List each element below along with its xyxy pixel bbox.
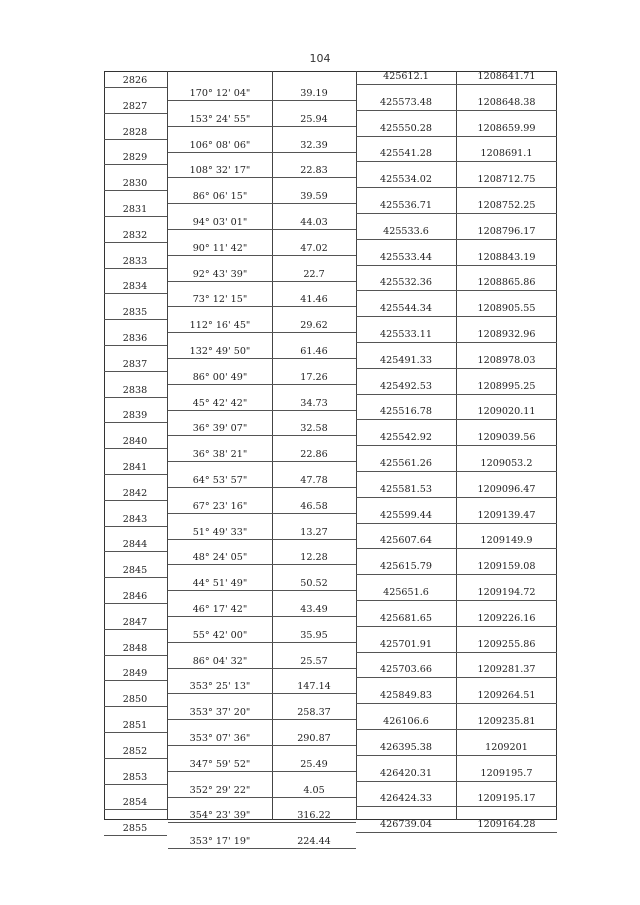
row-divider xyxy=(168,616,356,617)
row-divider xyxy=(168,177,356,178)
y-coordinate: 1209194.72 xyxy=(477,587,536,598)
segment-length: 39.19 xyxy=(300,88,328,99)
row-divider xyxy=(104,371,167,372)
point-number: 2849 xyxy=(122,668,148,680)
segment-length: 34.73 xyxy=(300,397,328,409)
x-coordinate: 426420.31 xyxy=(380,767,432,779)
point-number: 2846 xyxy=(122,591,148,602)
row-divider xyxy=(356,368,557,369)
point-number: 2835 xyxy=(122,307,148,319)
x-coordinate: 425550.28 xyxy=(380,122,432,134)
point-number: 2840 xyxy=(122,436,148,448)
row-divider xyxy=(104,474,167,475)
x-coordinate: 426106.6 xyxy=(383,716,429,727)
point-number: 2826 xyxy=(122,75,148,86)
direction-angle: 90° 11' 42" xyxy=(192,242,248,254)
row-divider xyxy=(168,745,356,746)
y-coordinate: 1209201 xyxy=(485,741,528,753)
direction-angle: 46° 17' 42" xyxy=(192,604,248,615)
point-number: 2838 xyxy=(122,384,148,396)
x-coordinate: 425542.92 xyxy=(380,432,432,444)
row-divider xyxy=(356,239,557,240)
row-divider xyxy=(356,265,557,266)
direction-angle: 86° 06' 15" xyxy=(192,191,248,203)
row-divider xyxy=(104,293,167,294)
point-number: 2830 xyxy=(122,178,148,190)
point-number: 2851 xyxy=(122,720,148,731)
row-divider xyxy=(104,706,167,707)
row-divider xyxy=(356,290,557,291)
x-coordinate: 425681.65 xyxy=(380,612,432,624)
direction-angle: 44° 51' 49" xyxy=(192,578,248,590)
y-coordinate: 1208865.86 xyxy=(477,277,536,289)
point-number: 2828 xyxy=(122,126,148,138)
segment-length: 4.05 xyxy=(303,784,325,796)
row-divider xyxy=(168,539,356,540)
direction-angle: 67° 23' 16" xyxy=(192,500,248,512)
direction-angle: 73° 12' 15" xyxy=(192,294,248,306)
row-divider xyxy=(356,574,557,575)
row-divider xyxy=(356,806,557,807)
row-divider xyxy=(356,832,557,833)
segment-length: 32.39 xyxy=(300,139,328,151)
x-coordinate: 425703.66 xyxy=(380,664,432,676)
row-divider xyxy=(168,255,356,256)
point-number: 2829 xyxy=(122,152,148,164)
y-coordinate: 1209281.37 xyxy=(477,664,536,676)
y-coordinate: 1208712.75 xyxy=(477,174,536,186)
x-coordinate: 426739.04 xyxy=(380,819,432,831)
row-divider xyxy=(168,435,356,436)
x-coordinate: 425536.71 xyxy=(380,200,432,211)
y-coordinate: 1208752.25 xyxy=(477,200,536,211)
row-divider xyxy=(356,187,557,188)
row-divider xyxy=(168,564,356,565)
point-number: 2836 xyxy=(122,333,148,344)
row-divider xyxy=(104,190,167,191)
direction-angle: 86° 00' 49" xyxy=(192,371,248,383)
row-divider xyxy=(104,835,167,836)
y-coordinate: 1209264.51 xyxy=(477,690,536,702)
segment-length: 22.83 xyxy=(300,165,328,177)
segment-length: 258.37 xyxy=(297,707,331,719)
row-divider xyxy=(356,523,557,524)
point-number: 2832 xyxy=(122,229,148,241)
segment-length: 32.58 xyxy=(300,423,328,435)
row-divider xyxy=(356,729,557,730)
row-divider xyxy=(104,216,167,217)
row-divider xyxy=(168,797,356,798)
x-coordinate: 425544.34 xyxy=(380,303,432,315)
row-divider xyxy=(104,319,167,320)
row-divider xyxy=(104,526,167,527)
direction-angle: 36° 38' 21" xyxy=(192,449,248,461)
row-divider xyxy=(168,100,356,101)
segment-length: 39.59 xyxy=(300,191,328,203)
page-number: 104 xyxy=(309,52,331,65)
direction-angle: 353° 25' 13" xyxy=(189,681,251,693)
direction-angle: 86° 04' 32" xyxy=(192,655,248,667)
row-divider xyxy=(356,548,557,549)
segment-length: 50.52 xyxy=(300,578,328,590)
row-divider xyxy=(168,358,356,359)
point-number: 2854 xyxy=(122,797,148,809)
x-coordinate: 425849.83 xyxy=(380,690,432,702)
row-divider xyxy=(168,513,356,514)
point-number: 2839 xyxy=(122,410,148,422)
row-divider xyxy=(104,577,167,578)
direction-angle: 94° 03' 01" xyxy=(192,217,248,228)
direction-angle: 48° 24' 05" xyxy=(192,552,248,564)
segment-length: 290.87 xyxy=(297,733,331,744)
y-coordinate: 1209195.7 xyxy=(480,767,533,779)
segment-length: 35.95 xyxy=(300,629,328,641)
point-number: 2848 xyxy=(122,642,148,654)
row-divider xyxy=(356,626,557,627)
row-divider xyxy=(356,161,557,162)
direction-angle: 132° 49' 50" xyxy=(189,346,251,357)
row-divider xyxy=(168,281,356,282)
segment-length: 25.57 xyxy=(300,655,328,667)
y-coordinate: 1208691.1 xyxy=(480,148,533,160)
direction-angle: 354° 23' 39" xyxy=(189,810,251,822)
x-coordinate: 425701.91 xyxy=(380,638,432,650)
segment-length: 316.22 xyxy=(297,810,331,822)
segment-length: 29.62 xyxy=(300,320,328,332)
row-divider xyxy=(104,629,167,630)
row-divider xyxy=(356,652,557,653)
segment-length: 44.03 xyxy=(300,217,328,228)
direction-angle: 170° 12' 04" xyxy=(189,88,251,99)
row-divider xyxy=(104,680,167,681)
segment-length: 12.28 xyxy=(300,552,328,564)
point-number: 2855 xyxy=(122,823,148,835)
row-divider xyxy=(356,110,557,111)
row-divider xyxy=(104,113,167,114)
row-divider xyxy=(168,152,356,153)
segment-length: 43.49 xyxy=(300,604,328,615)
row-divider xyxy=(168,642,356,643)
y-coordinate: 1208659.99 xyxy=(477,122,536,134)
row-divider xyxy=(356,342,557,343)
y-coordinate: 1209053.2 xyxy=(480,458,533,469)
row-divider xyxy=(104,164,167,165)
y-coordinate: 1209159.08 xyxy=(477,561,536,573)
direction-angle: 352° 29' 22" xyxy=(189,784,251,796)
row-divider xyxy=(104,551,167,552)
y-coordinate: 1208932.96 xyxy=(477,329,536,340)
x-coordinate: 426424.33 xyxy=(380,793,432,805)
row-divider xyxy=(168,668,356,669)
y-coordinate: 1208905.55 xyxy=(477,303,536,315)
direction-angle: 347° 59' 52" xyxy=(189,758,251,770)
x-coordinate: 425533.44 xyxy=(380,251,432,263)
segment-length: 147.14 xyxy=(297,681,331,693)
x-coordinate: 425599.44 xyxy=(380,509,432,521)
point-number: 2845 xyxy=(122,565,148,577)
direction-angle: 353° 17' 19" xyxy=(189,836,251,848)
row-divider xyxy=(356,497,557,498)
row-divider xyxy=(168,590,356,591)
row-divider xyxy=(356,84,557,85)
row-divider xyxy=(104,139,167,140)
row-divider xyxy=(104,732,167,733)
row-divider xyxy=(104,655,167,656)
x-coordinate: 425533.6 xyxy=(383,225,429,237)
x-coordinate: 425516.78 xyxy=(380,406,432,418)
segment-length: 13.27 xyxy=(300,526,328,538)
y-coordinate: 1209096.47 xyxy=(477,483,536,495)
row-divider xyxy=(104,422,167,423)
row-divider xyxy=(104,242,167,243)
row-divider xyxy=(356,394,557,395)
row-divider xyxy=(104,784,167,785)
point-number: 2847 xyxy=(122,616,148,628)
direction-angle: 112° 16' 45" xyxy=(189,320,251,332)
row-divider xyxy=(168,487,356,488)
row-divider xyxy=(104,448,167,449)
point-number: 2827 xyxy=(122,100,148,112)
row-divider xyxy=(356,677,557,678)
direction-angle: 92° 43' 39" xyxy=(192,268,248,280)
segment-length: 25.94 xyxy=(300,113,328,125)
direction-angle: 45° 42' 42" xyxy=(192,397,248,409)
y-coordinate: 1209020.11 xyxy=(477,406,536,418)
segment-length: 41.46 xyxy=(300,294,328,306)
y-coordinate: 1209235.81 xyxy=(477,716,536,727)
y-coordinate: 1209164.28 xyxy=(477,819,536,831)
row-divider xyxy=(356,781,557,782)
y-coordinate: 1208995.25 xyxy=(477,380,536,392)
x-coordinate: 425615.79 xyxy=(380,561,432,573)
y-coordinate: 1209149.9 xyxy=(480,535,533,547)
direction-angle: 353° 37' 20" xyxy=(189,707,251,719)
row-divider xyxy=(104,87,167,88)
x-coordinate: 425561.26 xyxy=(380,458,432,469)
x-coordinate: 425533.11 xyxy=(380,329,432,340)
direction-angle: 353° 07' 36" xyxy=(189,733,251,744)
row-divider xyxy=(356,136,557,137)
point-number: 2843 xyxy=(122,513,148,525)
direction-angle: 108° 32' 17" xyxy=(189,165,251,177)
row-divider xyxy=(168,461,356,462)
point-number: 2831 xyxy=(122,204,148,215)
segment-length: 47.02 xyxy=(300,242,328,254)
y-coordinate: 1208641.71 xyxy=(477,71,536,82)
row-divider xyxy=(168,332,356,333)
y-coordinate: 1209226.16 xyxy=(477,612,536,624)
row-divider xyxy=(104,758,167,759)
row-divider xyxy=(104,397,167,398)
segment-length: 47.78 xyxy=(300,475,328,486)
row-divider xyxy=(168,203,356,204)
point-number: 2833 xyxy=(122,255,148,267)
row-divider xyxy=(104,500,167,501)
row-divider xyxy=(356,755,557,756)
row-divider xyxy=(168,229,356,230)
x-coordinate: 425491.33 xyxy=(380,354,432,366)
segment-length: 22.86 xyxy=(300,449,328,461)
x-coordinate: 425607.64 xyxy=(380,535,432,547)
row-divider xyxy=(104,809,167,810)
segment-length: 22.7 xyxy=(303,268,325,280)
row-divider xyxy=(168,410,356,411)
segment-length: 17.26 xyxy=(300,371,328,383)
x-coordinate: 425612.1 xyxy=(383,71,429,82)
row-divider xyxy=(168,384,356,385)
segment-length: 224.44 xyxy=(297,836,331,848)
point-number: 2841 xyxy=(122,462,148,473)
y-coordinate: 1208796.17 xyxy=(477,225,536,237)
y-coordinate: 1209039.56 xyxy=(477,432,536,444)
row-divider xyxy=(168,693,356,694)
row-divider xyxy=(356,703,557,704)
row-divider xyxy=(356,316,557,317)
direction-angle: 153° 24' 55" xyxy=(189,113,251,125)
row-divider xyxy=(104,268,167,269)
y-coordinate: 1208978.03 xyxy=(477,354,536,366)
y-coordinate: 1208843.19 xyxy=(477,251,536,263)
row-divider xyxy=(168,822,356,823)
direction-angle: 64° 53' 57" xyxy=(192,475,248,486)
y-coordinate: 1208648.38 xyxy=(477,96,536,108)
x-coordinate: 426395.38 xyxy=(380,741,432,753)
point-number: 2850 xyxy=(122,694,148,706)
y-coordinate: 1209195.17 xyxy=(477,793,536,805)
point-number: 2853 xyxy=(122,771,148,783)
row-divider xyxy=(168,848,356,849)
point-number: 2834 xyxy=(122,281,148,293)
direction-angle: 55° 42' 00" xyxy=(192,629,248,641)
row-divider xyxy=(104,345,167,346)
direction-angle: 51° 49' 33" xyxy=(192,526,248,538)
segment-length: 61.46 xyxy=(300,346,328,357)
x-coordinate: 425492.53 xyxy=(380,380,432,392)
point-number: 2842 xyxy=(122,487,148,499)
y-coordinate: 1209255.86 xyxy=(477,638,536,650)
y-coordinate: 1209139.47 xyxy=(477,509,536,521)
row-divider xyxy=(356,471,557,472)
direction-angle: 106° 08' 06" xyxy=(189,139,251,151)
row-divider xyxy=(168,771,356,772)
x-coordinate: 425581.53 xyxy=(380,483,432,495)
x-coordinate: 425651.6 xyxy=(383,587,429,598)
row-divider xyxy=(356,600,557,601)
x-coordinate: 425534.02 xyxy=(380,174,432,186)
row-divider xyxy=(356,419,557,420)
row-divider xyxy=(104,603,167,604)
segment-length: 46.58 xyxy=(300,500,328,512)
point-number: 2837 xyxy=(122,358,148,370)
point-number: 2852 xyxy=(122,745,148,757)
x-coordinate: 425573.48 xyxy=(380,96,432,108)
segment-length: 25.49 xyxy=(300,758,328,770)
x-coordinate: 425532.36 xyxy=(380,277,432,289)
row-divider xyxy=(168,126,356,127)
row-divider xyxy=(168,306,356,307)
row-divider xyxy=(168,719,356,720)
row-divider xyxy=(356,445,557,446)
x-coordinate: 425541.28 xyxy=(380,148,432,160)
direction-angle: 36° 39' 07" xyxy=(192,423,248,435)
point-number: 2844 xyxy=(122,539,148,551)
row-divider xyxy=(356,213,557,214)
